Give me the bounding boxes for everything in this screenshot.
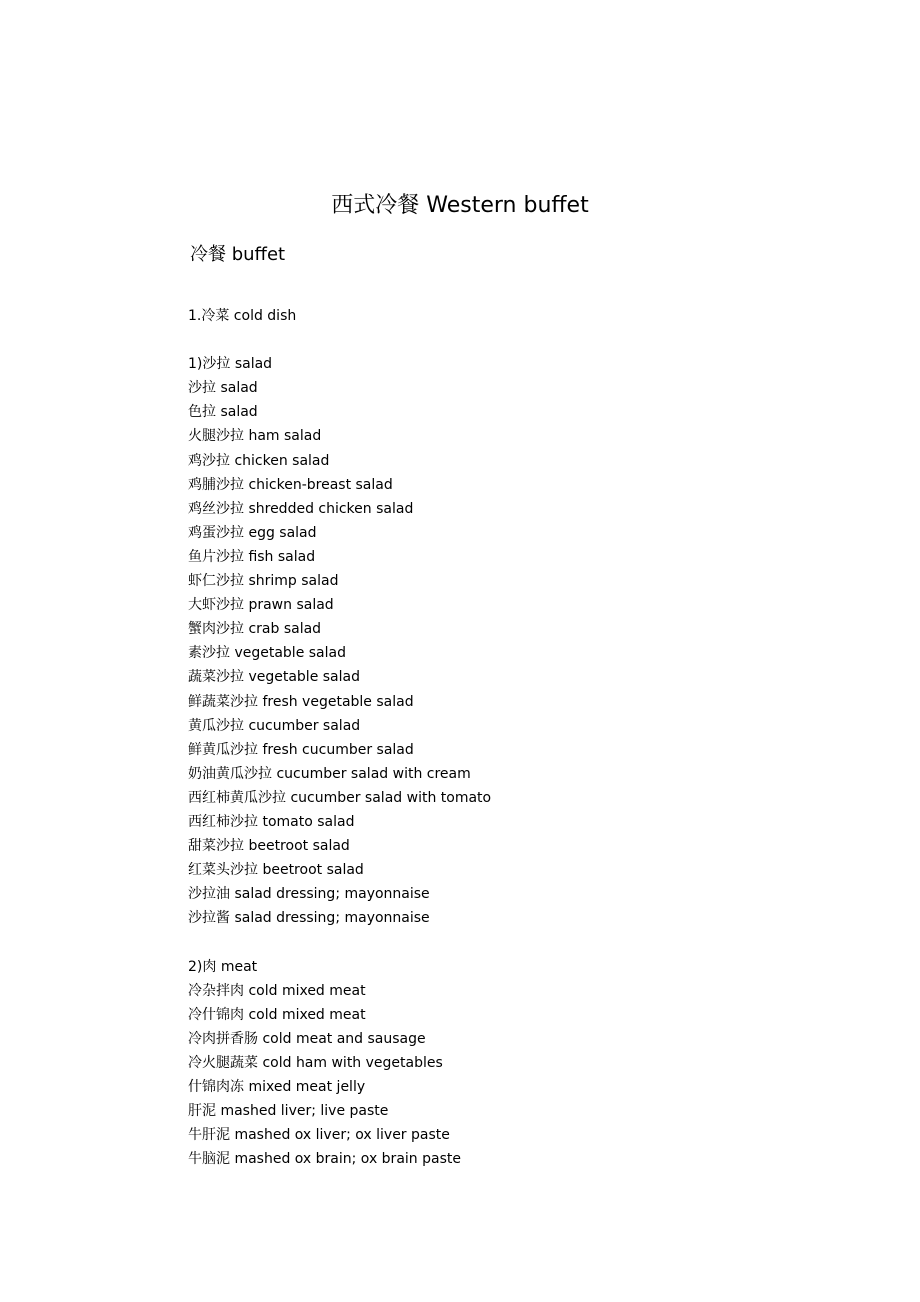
menu-line: 肝泥 mashed liver; live paste [188,1103,389,1120]
menu-line: 西红柿沙拉 tomato salad [188,813,355,830]
menu-line: 鸡蛋沙拉 egg salad [188,524,317,541]
menu-line: 什锦肉冻 mixed meat jelly [188,1079,366,1095]
menu-line: 1.冷菜 cold dish [188,308,297,324]
section-subtitle: 冷餐 buffet [190,244,286,265]
menu-line: 虾仁沙拉 shrimp salad [188,573,339,590]
menu-line: 鸡沙拉 chicken salad [188,452,330,469]
menu-line: 蟹肉沙拉 crab salad [188,621,322,638]
menu-line: 牛脑泥 mashed ox brain; ox brain paste [188,1151,461,1168]
menu-line: 鸡丝沙拉 shredded chicken salad [188,500,414,517]
menu-line: 黄瓜沙拉 cucumber salad [188,717,361,734]
menu-line: 沙拉酱 salad dressing; mayonnaise [188,910,430,927]
menu-line: 奶油黄瓜沙拉 cucumber salad with cream [188,765,471,782]
menu-line: 红菜头沙拉 beetroot salad [188,862,364,879]
menu-line: 2)肉 meat [188,958,258,975]
menu-line: 沙拉油 salad dressing; mayonnaise [188,886,430,903]
menu-line: 沙拉 salad [188,380,258,397]
menu-line: 火腿沙拉 ham salad [188,428,322,445]
menu-line: 冷肉拼香肠 cold meat and sausage [188,1030,426,1047]
menu-line: 冷杂拌肉 cold mixed meat [188,982,366,999]
menu-line: 色拉 salad [188,404,258,421]
menu-line: 鲜黄瓜沙拉 fresh cucumber salad [188,741,414,758]
menu-list [188,304,828,1171]
menu-line: 素沙拉 vegetable salad [188,645,346,662]
menu-line: 甜菜沙拉 beetroot salad [188,838,350,855]
menu-line: 冷火腿蔬菜 cold ham with vegetables [188,1054,443,1071]
menu-line: 蔬菜沙拉 vegetable salad [188,669,360,686]
menu-line: 1)沙拉 salad [188,356,273,373]
menu-line: 鲜蔬菜沙拉 fresh vegetable salad [188,693,414,710]
menu-line: 冷什锦肉 cold mixed meat [188,1006,366,1023]
menu-line: 牛肝泥 mashed ox liver; ox liver paste [188,1127,450,1144]
menu-line: 鸡脯沙拉 chicken-breast salad [188,476,393,493]
blank-line [188,930,828,954]
menu-line: 西红柿黄瓜沙拉 cucumber salad with tomato [188,789,492,806]
menu-line: 鱼片沙拉 fish salad [188,548,316,565]
menu-line: 大虾沙拉 prawn salad [188,597,334,614]
page-title: 西式冷餐 Western buffet [331,193,589,218]
blank-line [188,328,828,352]
